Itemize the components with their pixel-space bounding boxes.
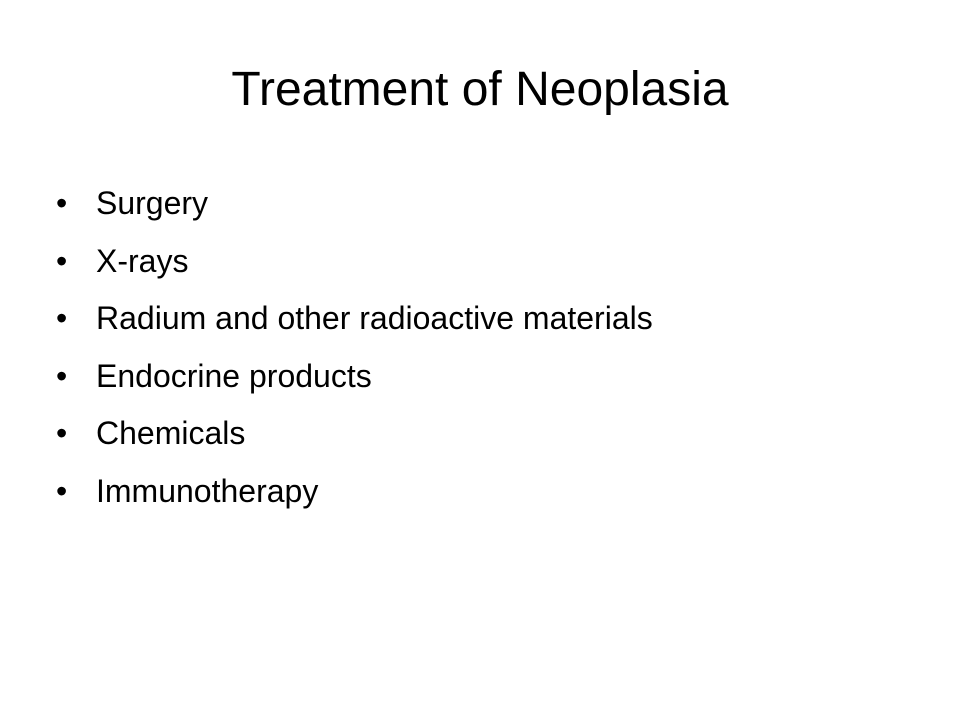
bullet-text-x-rays: X-rays [96,242,189,279]
list-item [56,466,653,524]
list-item [56,293,653,351]
bullet-icon: • [56,357,68,394]
bullet-icon: • [56,242,68,279]
bullet-icon: • [56,300,68,336]
slide-title: Treatment of Neoplasia [231,63,729,116]
bullet-text-radium: Radium and other radioactive materials [96,300,653,336]
list-item [56,236,653,294]
bullet-text-immunotherapy: Immunotherapy [96,472,319,509]
bullet-text-surgery: Surgery [96,185,209,221]
bullet-icon: • [56,415,68,451]
bullet-icon: • [56,472,68,509]
bullet-text-chemicals: Chemicals [96,415,246,451]
bullet-icon: • [56,185,68,221]
list-item [56,408,653,466]
bullet-list [56,178,653,523]
list-item [56,178,653,236]
bullet-text-endocrine: Endocrine products [96,357,372,394]
list-item [56,351,653,409]
